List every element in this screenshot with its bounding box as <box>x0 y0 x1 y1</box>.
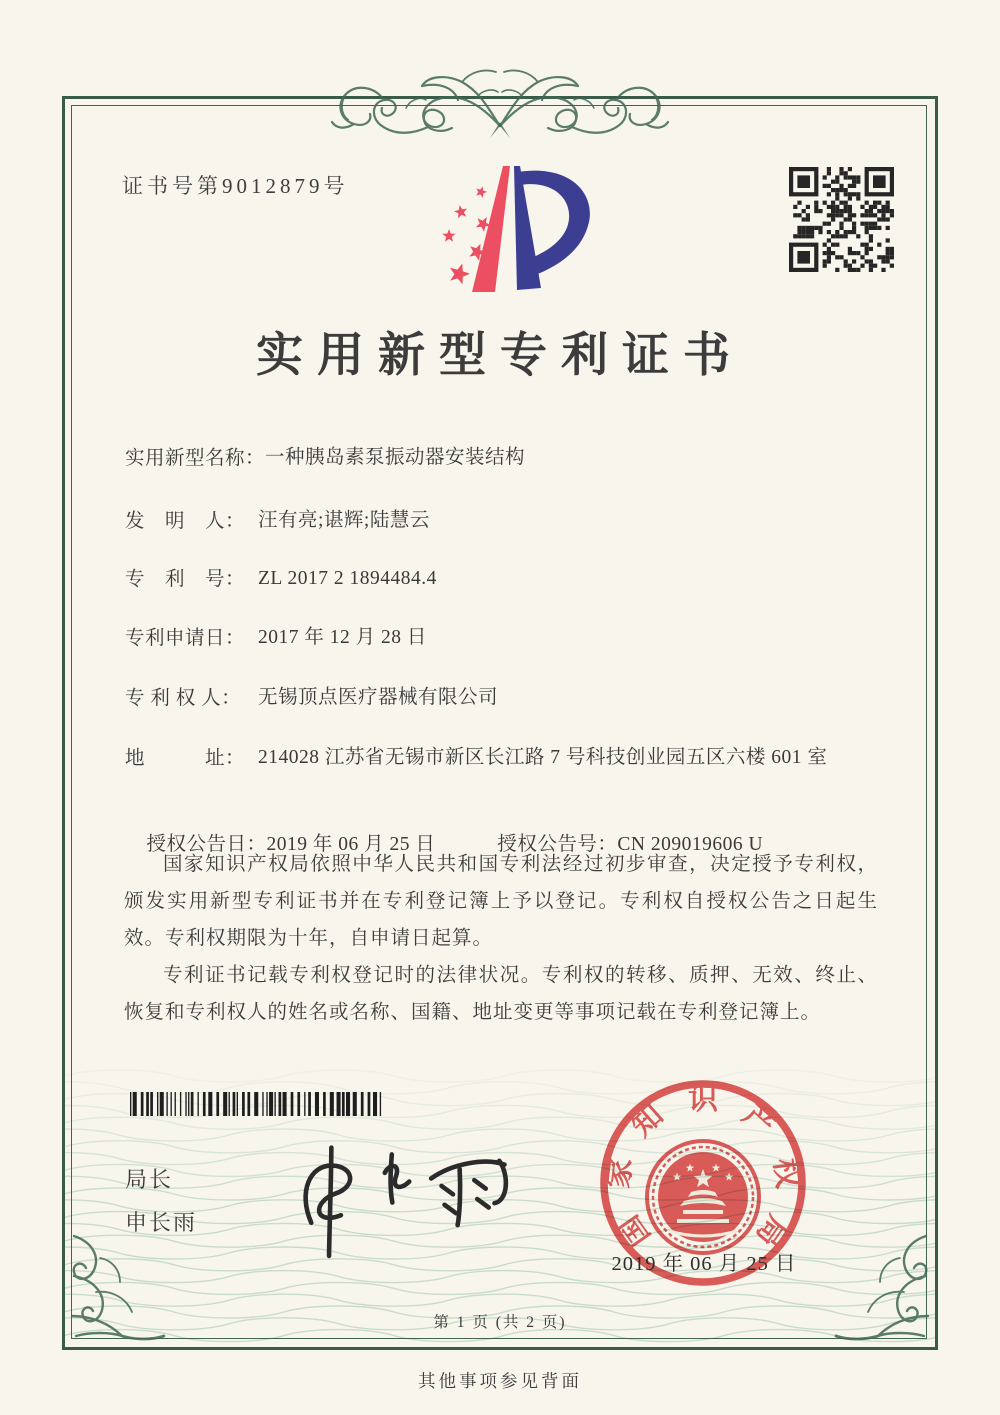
field-value: 214028 江苏省无锡市新区长江路 7 号科技创业园五区六楼 601 室 <box>258 747 828 768</box>
field-row-address <box>125 742 827 773</box>
field-row-filing-date <box>125 622 427 653</box>
certificate-title: 实用新型专利证书 <box>256 328 744 383</box>
field-row-utility-model-name <box>125 442 525 473</box>
field-value: 2017 年 12 月 28 日 <box>258 627 427 648</box>
page-number: 第 1 页 (共 2 页) <box>433 1314 567 1331</box>
field-value: 汪有亮;谌辉;陆慧云 <box>258 510 430 531</box>
svg-text:局: 局 <box>748 1208 795 1254</box>
qr-code <box>789 167 894 272</box>
svg-text:权: 权 <box>766 1156 806 1191</box>
field-label: 专利申请日： <box>125 628 246 649</box>
legal-text-block <box>124 846 878 1031</box>
svg-text:知: 知 <box>624 1097 671 1144</box>
field-value: ZL 2017 2 1894484.4 <box>258 568 437 589</box>
barcode <box>130 1092 388 1116</box>
field-label: 实用新型名称： <box>125 448 266 469</box>
field-row-patent-number <box>125 563 437 594</box>
svg-text:产: 产 <box>735 1097 782 1144</box>
field-row-inventors <box>125 505 430 536</box>
grant-date-value: 2019 年 06 月 25 日 <box>266 834 436 855</box>
legal-paragraph-1: 国家知识产权局依照中华人民共和国专利法经过初步审查，决定授予专利权，颁发实用新型专利证书并在专利登记簿上予以登记。专利权自授权公告之日起生效。专利权期限为十年，自申请日起算。 <box>124 854 878 949</box>
director-name: 申长雨 <box>125 1210 198 1235</box>
field-value: 无锡顶点医疗器械有限公司 <box>258 687 499 708</box>
cnipa-logo-icon <box>415 160 600 302</box>
field-label: 地 址： <box>125 748 246 769</box>
field-value: 一种胰岛素泵振动器安装结构 <box>265 447 526 468</box>
director-signature <box>279 1120 526 1272</box>
svg-text:识: 识 <box>688 1082 718 1117</box>
legal-paragraph-2: 专利证书记载专利权登记时的法律状况。专利权的转移、质押、无效、终止、恢复和专利权人的姓名或名称、国籍、地址变更等事项记载在专利登记簿上。 <box>124 965 878 1023</box>
director-title: 局长 <box>125 1167 174 1192</box>
grant-date-label: 授权公告日： <box>146 834 267 855</box>
svg-text:家: 家 <box>600 1156 640 1191</box>
field-label: 发 明 人： <box>125 511 246 532</box>
grant-number-label: 授权公告号： <box>497 834 618 855</box>
seal-date: 2019 年 06 月 25 日 <box>611 1253 797 1275</box>
svg-text:国: 国 <box>611 1208 658 1254</box>
grant-number-value: CN 209019606 U <box>617 834 764 855</box>
top-ornament-flourish <box>330 64 670 152</box>
field-label: 专 利 权 人： <box>125 688 242 709</box>
back-side-note: 其他事项参见背面 <box>418 1371 582 1391</box>
certificate-number: 证书号第9012879号 <box>122 174 349 198</box>
field-row-patentee <box>125 682 498 713</box>
field-label: 专 利 号： <box>125 569 246 590</box>
